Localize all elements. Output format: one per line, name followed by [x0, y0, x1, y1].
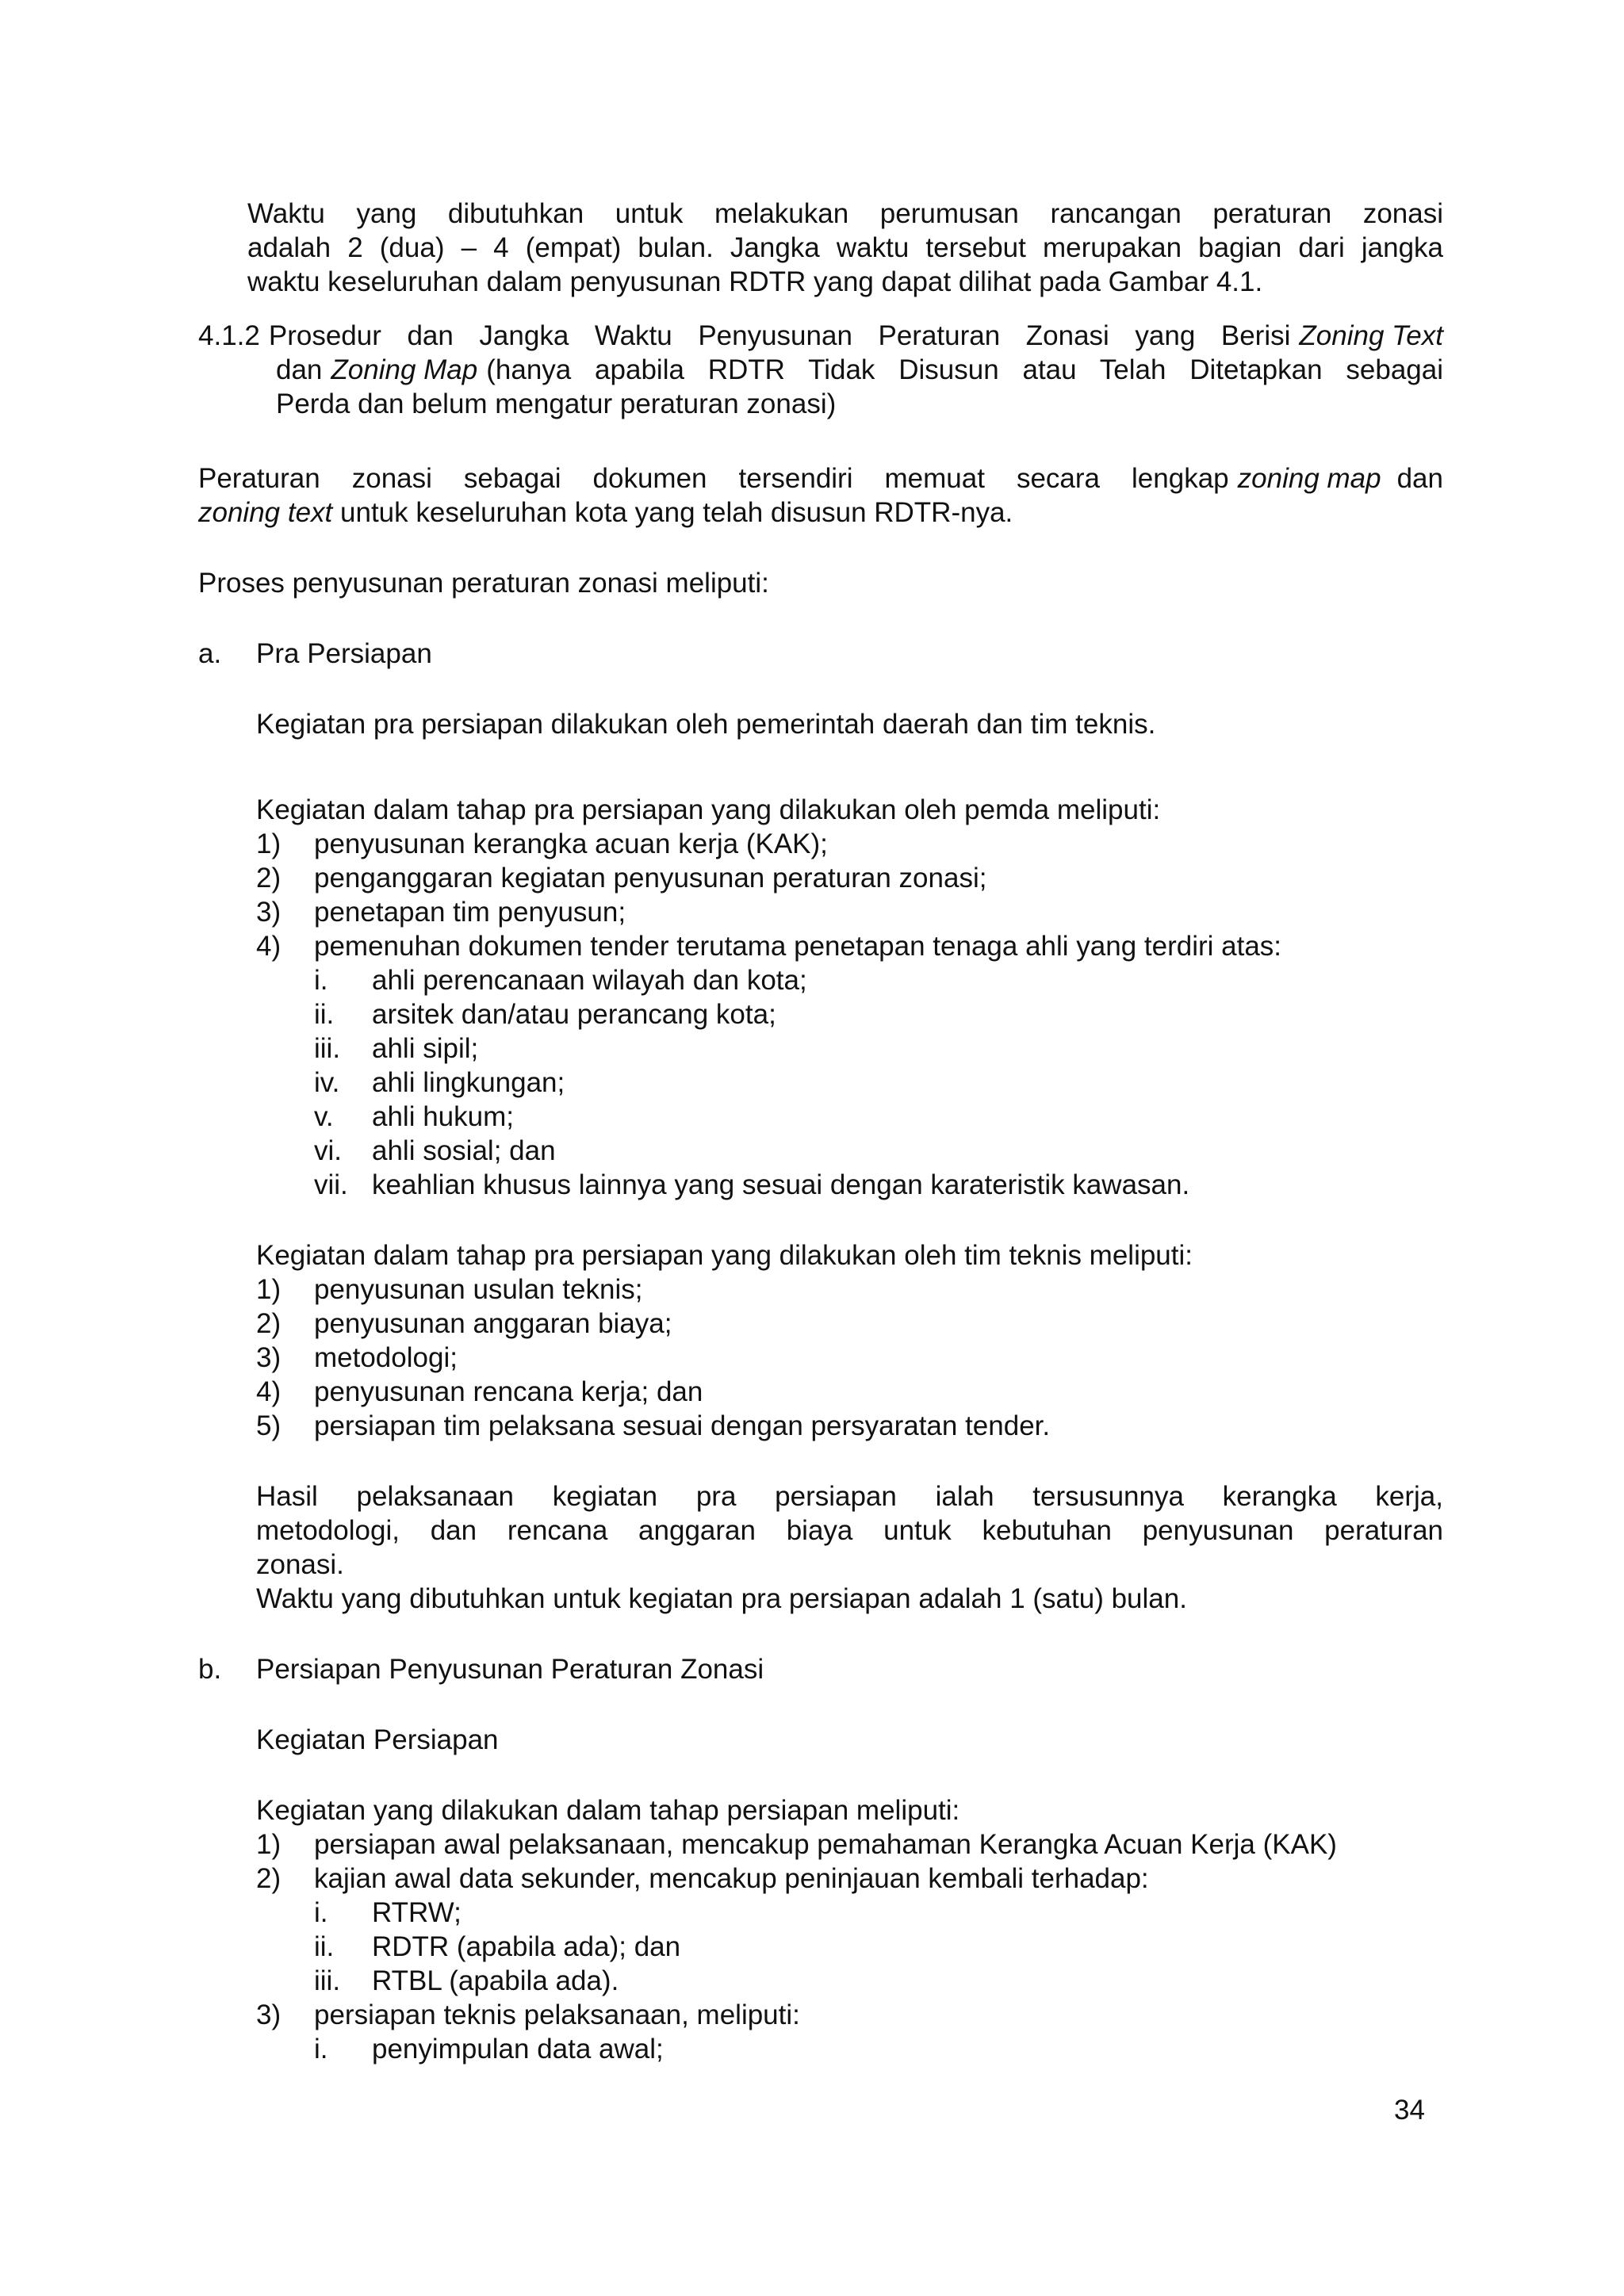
section-a-title: Pra Persiapan	[256, 638, 432, 669]
sub-list-text: ahli lingkungan;	[372, 1067, 565, 1098]
sub-list-number: i.	[314, 2034, 328, 2064]
section-b-label: b.	[198, 1654, 222, 1685]
sub-list-number: ii.	[314, 1931, 335, 1962]
heading-italic-2: Zoning Map	[331, 354, 478, 385]
para1-end: dan	[1396, 463, 1443, 494]
list-number: 5)	[256, 1410, 282, 1441]
section-b-title: Persiapan Penyusunan Peraturan Zonasi	[256, 1654, 764, 1685]
list-number: 1)	[256, 828, 282, 859]
sub-list-number: iv.	[314, 1067, 340, 1098]
section-heading	[198, 319, 1443, 353]
sub-list-number: iii.	[314, 1965, 341, 1996]
para1-text: Peraturan zonasi sebagai dokumen tersendiri memuat secara lengkap	[198, 463, 1229, 494]
hasil-line-2: metodologi, dan rencana anggaran biaya untuk kebutuhan penyusunan peraturan	[256, 1515, 1443, 1546]
heading-line2-pre: dan	[276, 354, 323, 385]
heading-text-1: Prosedur dan Jangka Waktu Penyusunan Peraturan Zonasi yang Berisi	[268, 320, 1291, 351]
list-number: 3)	[256, 1999, 282, 2030]
hasil-line-1: Hasil pelaksanaan kegiatan pra persiapan ialah tersusunnya kerangka kerja,	[256, 1481, 1443, 1512]
list-number: 3)	[256, 897, 282, 928]
section-a-label: a.	[198, 638, 222, 669]
list-text: metodologi;	[314, 1342, 458, 1373]
heading-line-3: Perda dan belum mengatur peraturan zonasi)	[276, 388, 837, 419]
intro-line-3: waktu keseluruhan dalam penyusunan RDTR yang dapat dilihat pada Gambar 4.1.	[247, 266, 1263, 297]
sub-list-text: ahli hukum;	[372, 1101, 514, 1132]
section-a-desc: Kegiatan pra persiapan dilakukan oleh pemerintah daerah dan tim teknis.	[256, 709, 1156, 740]
list-text: persiapan tim pelaksana sesuai dengan persyaratan tender.	[314, 1410, 1051, 1441]
section-b-subtitle: Kegiatan Persiapan	[256, 1724, 499, 1755]
intro-line-1: Waktu yang dibutuhkan untuk melakukan perumusan rancangan peraturan zonasi	[247, 198, 1443, 229]
list-text: penyusunan anggaran biaya;	[314, 1308, 672, 1339]
list-text: penganggaran kegiatan penyusunan peraturan zonasi;	[314, 863, 987, 894]
sub-list-text: penyimpulan data awal;	[372, 2034, 664, 2064]
hasil-line-3: zonasi.	[256, 1549, 344, 1580]
list-text: kajian awal data sekunder, mencakup peninjauan kembali terhadap:	[314, 1863, 1149, 1894]
sub-list-number: ii.	[314, 999, 335, 1030]
intro-line-2: adalah 2 (dua) – 4 (empat) bulan. Jangka waktu tersebut merupakan bagian dari jangka	[247, 232, 1443, 263]
sub-list-text: keahlian khusus lainnya yang sesuai dengan karateristik kawasan.	[372, 1169, 1190, 1200]
list-text: penyusunan usulan teknis;	[314, 1274, 643, 1305]
sub-list-text: RTRW;	[372, 1897, 462, 1928]
sub-list-number: vi.	[314, 1135, 342, 1166]
sub-list-text: ahli sosial; dan	[372, 1135, 556, 1166]
heading-number: 4.1.2	[198, 320, 260, 351]
para1-italic-2: zoning text	[198, 497, 333, 528]
sub-list-text: RTBL (apabila ada).	[372, 1965, 619, 1996]
page-number: 34	[1394, 2095, 1425, 2126]
list-number: 3)	[256, 1342, 282, 1373]
para1-italic: zoning map	[1237, 463, 1381, 494]
sub-list-text: ahli sipil;	[372, 1033, 479, 1064]
para1-line-1	[198, 461, 1443, 496]
list-number: 2)	[256, 863, 282, 894]
pemda-intro: Kegiatan dalam tahap pra persiapan yang dilakukan oleh pemda meliputi:	[256, 794, 1161, 825]
sub-list-text: ahli perencanaan wilayah dan kota;	[372, 965, 807, 996]
heading-line2-post: (hanya apabila RDTR Tidak Disusun atau Telah Ditetapkan sebagai	[486, 354, 1443, 385]
list-text: penyusunan rencana kerja; dan	[314, 1376, 703, 1407]
list-text: penyusunan kerangka acuan kerja (KAK);	[314, 828, 828, 859]
list-number: 1)	[256, 1829, 282, 1860]
tim-intro: Kegiatan dalam tahap pra persiapan yang dilakukan oleh tim teknis meliputi:	[256, 1240, 1193, 1271]
sub-list-text: arsitek dan/atau perancang kota;	[372, 999, 776, 1030]
list-number: 2)	[256, 1308, 282, 1339]
list-text: persiapan awal pelaksanaan, mencakup pemahaman Kerangka Acuan Kerja (KAK)	[314, 1829, 1337, 1860]
list-text: penetapan tim penyusun;	[314, 897, 626, 928]
sub-list-number: v.	[314, 1101, 334, 1132]
proses-text: Proses penyusunan peraturan zonasi meliputi:	[198, 568, 769, 599]
para1-line-2	[198, 496, 1013, 530]
heading-line-2	[276, 353, 1443, 387]
waktu-text: Waktu yang dibutuhkan untuk kegiatan pra persiapan adalah 1 (satu) bulan.	[256, 1583, 1187, 1614]
list-number: 2)	[256, 1863, 282, 1894]
sub-list-number: iii.	[314, 1033, 341, 1064]
sub-list-number: i.	[314, 965, 328, 996]
list-text: persiapan teknis pelaksanaan, meliputi:	[314, 1999, 800, 2030]
para1-text-2: untuk keseluruhan kota yang telah disusun RDTR-nya.	[340, 497, 1013, 528]
sub-list-number: vii.	[314, 1169, 348, 1200]
heading-line-1	[198, 319, 1443, 353]
sub-list-text: RDTR (apabila ada); dan	[372, 1931, 681, 1962]
list-number: 4)	[256, 931, 282, 962]
section-b-intro: Kegiatan yang dilakukan dalam tahap persiapan meliputi:	[256, 1795, 960, 1826]
list-number: 1)	[256, 1274, 282, 1305]
list-number: 4)	[256, 1376, 282, 1407]
sub-list-number: i.	[314, 1897, 328, 1928]
heading-italic-1: Zoning Text	[1299, 320, 1443, 351]
list-text: pemenuhan dokumen tender terutama penetapan tenaga ahli yang terdiri atas:	[314, 931, 1282, 962]
